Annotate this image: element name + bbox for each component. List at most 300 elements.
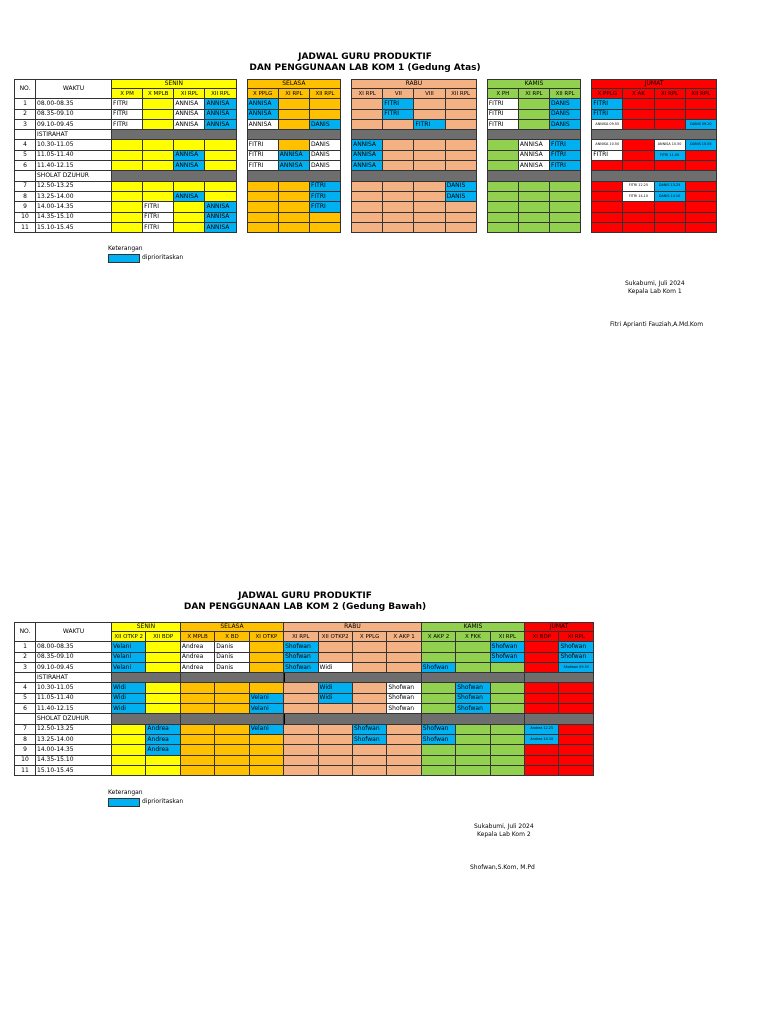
schedule-cell: [318, 724, 352, 734]
schedule-cell: [215, 683, 249, 693]
schedule-cell: [550, 222, 581, 232]
schedule-cell: [414, 191, 445, 201]
schedule-cell: [550, 212, 581, 222]
column-gap: [236, 161, 247, 171]
schedule-cell: [525, 662, 559, 672]
row-time: 12.50-13.25: [36, 181, 112, 191]
schedule-cell: Shofwan: [559, 652, 594, 662]
column-gap: [236, 212, 247, 222]
column-gap: [236, 191, 247, 201]
schedule-cell: [623, 161, 654, 171]
schedule-cell: Shofwan: [456, 704, 490, 714]
schedule-cell: [112, 734, 146, 744]
lab2-legend-label: Keterangan: [108, 789, 143, 796]
class-header: XI RPL: [559, 632, 594, 642]
schedule-cell: [247, 222, 278, 232]
schedule-cell: [387, 755, 421, 765]
schedule-cell: [654, 212, 685, 222]
schedule-cell: ANNISA: [174, 191, 205, 201]
schedule-cell: ANNISA: [352, 161, 383, 171]
schedule-cell: FITRI 11.05: [654, 150, 685, 160]
schedule-cell: [143, 109, 174, 119]
day-header: JUMAT: [525, 623, 594, 632]
column-gap: [581, 130, 592, 140]
schedule-cell: [623, 212, 654, 222]
schedule-cell: [249, 765, 283, 775]
row-time: 13.25-14.00: [36, 734, 112, 744]
column-gap: [341, 181, 352, 191]
schedule-cell: [414, 150, 445, 160]
schedule-cell: [654, 202, 685, 212]
schedule-cell: [174, 212, 205, 222]
schedule-cell: [445, 212, 476, 222]
day-header: RABU: [284, 623, 422, 632]
schedule-cell: [518, 109, 549, 119]
schedule-cell: [685, 99, 716, 109]
schedule-cell: [352, 652, 386, 662]
schedule-cell: [623, 150, 654, 160]
schedule-cell: [525, 652, 559, 662]
row-time: 15.10-15.45: [36, 765, 112, 775]
schedule-cell: [174, 222, 205, 232]
schedule-cell: [518, 191, 549, 201]
schedule-cell: Andrea: [180, 652, 214, 662]
column-gap: [236, 181, 247, 191]
lab2-role: Kepala Lab Kom 2: [477, 831, 531, 838]
column-gap: [581, 171, 592, 181]
class-header: XII RPL: [445, 89, 476, 99]
column-gap: [476, 171, 487, 181]
schedule-cell: [487, 140, 518, 150]
schedule-cell: [284, 734, 318, 744]
class-header: X MPLB: [180, 632, 214, 642]
schedule-cell: [352, 745, 386, 755]
schedule-cell: [318, 652, 352, 662]
break-label: SHOLAT DZUHUR: [36, 714, 112, 724]
row-time: 11.40-12.15: [36, 161, 112, 171]
schedule-cell: [518, 99, 549, 109]
class-header: X BD: [215, 632, 249, 642]
break-no: [15, 171, 36, 181]
schedule-cell: Shofwan: [421, 662, 455, 672]
schedule-cell: [215, 745, 249, 755]
schedule-cell: [309, 212, 340, 222]
schedule-cell: Shofwan: [387, 683, 421, 693]
row-number: 11: [15, 222, 36, 232]
schedule-cell: [278, 99, 309, 109]
schedule-cell: [456, 662, 490, 672]
break-hatch: [352, 171, 477, 181]
schedule-cell: Shofwan: [456, 683, 490, 693]
header-no: NO.: [15, 623, 36, 642]
break-hatch: [487, 130, 580, 140]
schedule-cell: [383, 150, 414, 160]
schedule-cell: [592, 191, 623, 201]
column-gap: [341, 171, 352, 181]
class-header: XII BDP: [146, 632, 180, 642]
row-number: 6: [15, 704, 36, 714]
row-number: 8: [15, 734, 36, 744]
schedule-cell: Andrea: [146, 734, 180, 744]
class-header: XI RPL: [654, 89, 685, 99]
schedule-cell: [445, 119, 476, 129]
schedule-cell: [623, 202, 654, 212]
schedule-cell: [456, 724, 490, 734]
schedule-cell: [174, 181, 205, 191]
schedule-cell: DANIS 09.20: [685, 119, 716, 129]
schedule-cell: FITRI: [592, 109, 623, 119]
schedule-cell: [318, 704, 352, 714]
schedule-cell: DANIS 13.25: [654, 181, 685, 191]
row-time: 12.50-13.25: [36, 724, 112, 734]
schedule-cell: [550, 181, 581, 191]
schedule-cell: ANNISA 10.50: [592, 140, 623, 150]
row-time: 09.10-09.45: [36, 662, 112, 672]
schedule-cell: [623, 109, 654, 119]
schedule-cell: Shofwan: [352, 734, 386, 744]
schedule-cell: FITRI: [309, 202, 340, 212]
column-gap: [581, 80, 592, 99]
schedule-cell: [383, 161, 414, 171]
schedule-cell: Widi: [112, 683, 146, 693]
schedule-cell: [318, 642, 352, 652]
class-header: XII OTKP2: [318, 632, 352, 642]
schedule-cell: [249, 755, 283, 765]
break-hatch: [112, 171, 237, 181]
schedule-cell: FITRI: [247, 140, 278, 150]
schedule-cell: [278, 191, 309, 201]
schedule-cell: ANNISA: [247, 109, 278, 119]
break-hatch: [180, 714, 283, 724]
schedule-cell: [518, 212, 549, 222]
column-gap: [236, 109, 247, 119]
class-header: VII: [383, 89, 414, 99]
schedule-cell: [112, 755, 146, 765]
schedule-cell: Shofwan: [284, 642, 318, 652]
schedule-cell: [414, 181, 445, 191]
schedule-cell: Shofwan: [421, 734, 455, 744]
break-hatch: [592, 171, 717, 181]
schedule-cell: [421, 704, 455, 714]
break-hatch: [487, 171, 580, 181]
class-header: X PPLG: [592, 89, 623, 99]
schedule-cell: [456, 652, 490, 662]
column-gap: [581, 150, 592, 160]
lab1-place-date: Sukabumi, Juli 2024: [625, 280, 685, 287]
schedule-cell: [490, 662, 524, 672]
schedule-cell: Andrea: [146, 724, 180, 734]
column-gap: [476, 109, 487, 119]
lab2-legend-text: diprioritaskan: [142, 798, 184, 805]
schedule-cell: [623, 140, 654, 150]
schedule-cell: ANNISA: [174, 109, 205, 119]
lab2-title-line2: DAN PENGGUNAAN LAB KOM 2 (Gedung Bawah): [183, 602, 427, 612]
schedule-cell: [456, 642, 490, 652]
schedule-cell: [309, 109, 340, 119]
schedule-cell: [387, 734, 421, 744]
schedule-cell: [284, 745, 318, 755]
schedule-cell: ANNISA: [247, 99, 278, 109]
schedule-cell: [205, 181, 236, 191]
schedule-cell: [487, 150, 518, 160]
schedule-cell: ANNISA: [352, 150, 383, 160]
schedule-cell: [352, 755, 386, 765]
schedule-cell: [318, 734, 352, 744]
schedule-cell: [525, 755, 559, 765]
row-time: 09.10-09.45: [36, 119, 112, 129]
row-number: 1: [15, 642, 36, 652]
break-hatch: [247, 171, 340, 181]
break-hatch: [421, 673, 524, 683]
schedule-cell: Widi: [318, 683, 352, 693]
lab2-schedule-table: [14, 622, 594, 776]
class-header: X MPLB: [143, 89, 174, 99]
schedule-cell: [559, 765, 594, 775]
schedule-cell: ANNISA: [278, 150, 309, 160]
schedule-cell: [278, 119, 309, 129]
column-gap: [581, 161, 592, 171]
day-header: KAMIS: [421, 623, 524, 632]
schedule-cell: [518, 222, 549, 232]
schedule-cell: [387, 662, 421, 672]
schedule-cell: ANNISA: [205, 99, 236, 109]
schedule-cell: ANNISA: [247, 119, 278, 129]
schedule-cell: [559, 704, 594, 714]
schedule-cell: [284, 704, 318, 714]
schedule-cell: Danis: [215, 642, 249, 652]
break-no: [15, 714, 36, 724]
schedule-cell: [112, 150, 143, 160]
schedule-cell: [278, 222, 309, 232]
column-gap: [476, 161, 487, 171]
schedule-cell: FITRI 12.25: [623, 181, 654, 191]
schedule-cell: [309, 222, 340, 232]
class-header: XI OTKP: [249, 632, 283, 642]
schedule-cell: [445, 99, 476, 109]
break-hatch: [525, 714, 594, 724]
schedule-cell: Shofwan: [559, 642, 594, 652]
schedule-cell: [592, 212, 623, 222]
break-hatch: [247, 130, 340, 140]
schedule-cell: [623, 119, 654, 129]
schedule-cell: [487, 222, 518, 232]
column-gap: [476, 181, 487, 191]
row-time: 08.35-09.10: [36, 652, 112, 662]
schedule-cell: FITRI: [487, 109, 518, 119]
schedule-cell: ANNISA: [205, 109, 236, 119]
row-number: 1: [15, 99, 36, 109]
column-gap: [341, 140, 352, 150]
row-number: 3: [15, 119, 36, 129]
schedule-cell: [180, 745, 214, 755]
schedule-cell: Widi: [112, 693, 146, 703]
schedule-cell: [559, 724, 594, 734]
column-gap: [476, 202, 487, 212]
schedule-cell: [559, 693, 594, 703]
column-gap: [476, 99, 487, 109]
schedule-cell: FITRI 14.10: [623, 191, 654, 201]
schedule-cell: [146, 683, 180, 693]
schedule-cell: [456, 734, 490, 744]
schedule-cell: [414, 202, 445, 212]
schedule-cell: [685, 191, 716, 201]
schedule-cell: Widi: [112, 704, 146, 714]
schedule-cell: DANIS: [309, 161, 340, 171]
row-number: 11: [15, 765, 36, 775]
schedule-cell: [247, 212, 278, 222]
break-label: ISTIRAHAT: [36, 673, 112, 683]
column-gap: [476, 119, 487, 129]
header-waktu: WAKTU: [36, 80, 112, 99]
schedule-cell: [284, 683, 318, 693]
schedule-cell: [180, 693, 214, 703]
row-number: 9: [15, 745, 36, 755]
schedule-cell: [205, 150, 236, 160]
schedule-cell: [352, 222, 383, 232]
class-header: XII RPL: [685, 89, 716, 99]
schedule-cell: FITRI: [143, 212, 174, 222]
schedule-cell: ANNISA: [352, 140, 383, 150]
schedule-cell: [445, 202, 476, 212]
schedule-cell: [550, 191, 581, 201]
schedule-cell: DANIS: [445, 191, 476, 201]
row-time: 08.00-08.35: [36, 642, 112, 652]
class-header: X AK: [623, 89, 654, 99]
column-gap: [581, 119, 592, 129]
schedule-cell: FITRI: [112, 99, 143, 109]
day-header: SELASA: [247, 80, 340, 89]
schedule-cell: [414, 212, 445, 222]
column-gap: [476, 212, 487, 222]
schedule-cell: Andrea: [180, 662, 214, 672]
schedule-cell: [180, 734, 214, 744]
schedule-cell: FITRI: [592, 99, 623, 109]
column-gap: [236, 119, 247, 129]
day-header: SENIN: [112, 623, 181, 632]
schedule-cell: [352, 765, 386, 775]
schedule-cell: [490, 745, 524, 755]
lab2-title-line1: JADWAL GURU PRODUKTIF: [238, 591, 372, 601]
schedule-cell: [278, 109, 309, 119]
day-header: SELASA: [180, 623, 283, 632]
schedule-cell: [387, 765, 421, 775]
row-time: 13.25-14.00: [36, 191, 112, 201]
class-header: XI RPL: [174, 89, 205, 99]
lab1-legend-swatch: [108, 254, 140, 263]
column-gap: [581, 99, 592, 109]
row-time: 10.30-11.05: [36, 683, 112, 693]
column-gap: [341, 212, 352, 222]
class-header: XI RPL: [284, 632, 318, 642]
schedule-cell: [490, 724, 524, 734]
schedule-cell: FITRI: [143, 202, 174, 212]
column-gap: [476, 80, 487, 99]
row-time: 08.35-09.10: [36, 109, 112, 119]
schedule-cell: [383, 140, 414, 150]
schedule-cell: [559, 745, 594, 755]
schedule-cell: [249, 662, 283, 672]
schedule-cell: DANIS: [309, 150, 340, 160]
schedule-cell: DANIS: [550, 109, 581, 119]
schedule-cell: [143, 181, 174, 191]
break-hatch: [525, 673, 594, 683]
schedule-cell: [215, 765, 249, 775]
schedule-cell: [445, 140, 476, 150]
column-gap: [341, 202, 352, 212]
class-header: X FKK: [456, 632, 490, 642]
schedule-cell: [414, 99, 445, 109]
schedule-cell: [284, 755, 318, 765]
schedule-cell: ANNISA: [518, 150, 549, 160]
schedule-cell: [112, 745, 146, 755]
schedule-cell: Andrea 12.25: [525, 724, 559, 734]
schedule-cell: [383, 222, 414, 232]
schedule-cell: [456, 755, 490, 765]
class-header: XI BDP: [525, 632, 559, 642]
schedule-cell: [146, 642, 180, 652]
schedule-cell: [445, 161, 476, 171]
schedule-cell: [685, 202, 716, 212]
row-number: 10: [15, 212, 36, 222]
schedule-cell: ANNISA: [174, 150, 205, 160]
column-gap: [476, 140, 487, 150]
column-gap: [236, 171, 247, 181]
schedule-cell: [146, 704, 180, 714]
schedule-cell: [284, 693, 318, 703]
schedule-cell: DANIS: [550, 99, 581, 109]
column-gap: [476, 130, 487, 140]
schedule-cell: [685, 181, 716, 191]
lab1-legend-label: Keterangan: [108, 245, 143, 252]
schedule-cell: [592, 202, 623, 212]
row-number: 2: [15, 109, 36, 119]
day-header: RABU: [352, 80, 477, 89]
schedule-cell: [143, 150, 174, 160]
schedule-cell: Shofwan: [456, 693, 490, 703]
header-no: NO.: [15, 80, 36, 99]
class-header: X PH: [487, 89, 518, 99]
schedule-cell: FITRI: [414, 119, 445, 129]
schedule-cell: [352, 109, 383, 119]
class-header: VIII: [414, 89, 445, 99]
schedule-cell: DANIS: [309, 140, 340, 150]
schedule-cell: [383, 191, 414, 201]
schedule-cell: [352, 202, 383, 212]
column-gap: [581, 181, 592, 191]
schedule-cell: ANNISA 09.55: [592, 119, 623, 129]
row-time: 14.00-14.35: [36, 745, 112, 755]
schedule-cell: [247, 191, 278, 201]
schedule-cell: [456, 745, 490, 755]
row-number: 4: [15, 140, 36, 150]
schedule-cell: [249, 683, 283, 693]
schedule-cell: ANNISA: [205, 202, 236, 212]
schedule-cell: Shofwan: [421, 724, 455, 734]
schedule-cell: ANNISA: [518, 161, 549, 171]
schedule-cell: [383, 202, 414, 212]
break-hatch: [112, 130, 237, 140]
column-gap: [236, 130, 247, 140]
schedule-cell: [352, 662, 386, 672]
schedule-cell: [490, 693, 524, 703]
schedule-cell: [623, 222, 654, 232]
schedule-cell: [249, 642, 283, 652]
schedule-cell: [414, 161, 445, 171]
schedule-cell: [352, 683, 386, 693]
column-gap: [581, 222, 592, 232]
row-number: 10: [15, 755, 36, 765]
row-number: 2: [15, 652, 36, 662]
